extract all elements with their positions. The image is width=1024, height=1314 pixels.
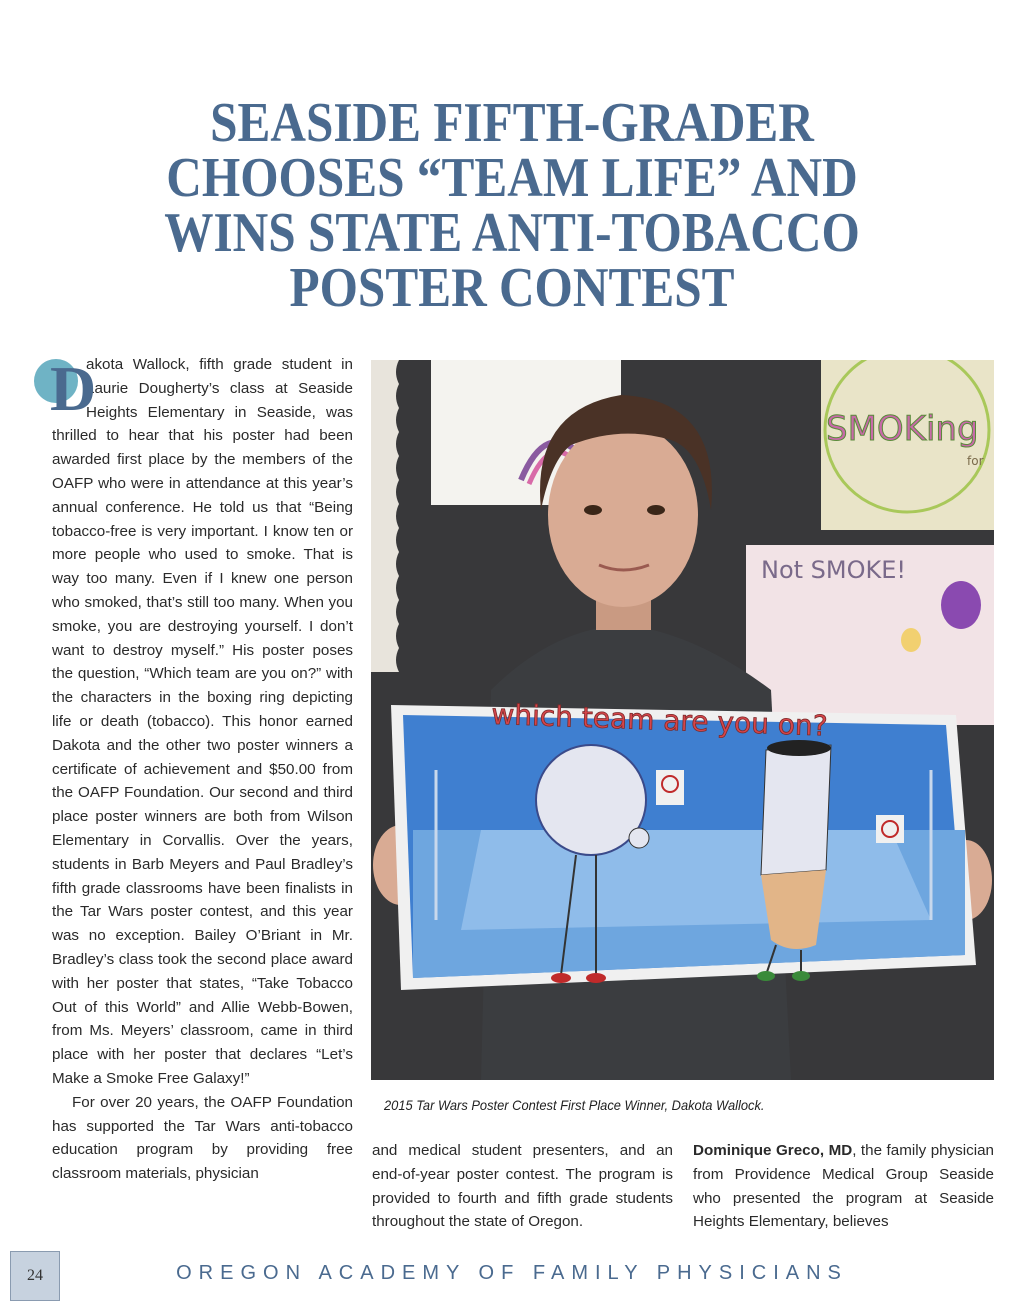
photo-caption: 2015 Tar Wars Poster Contest First Place Winner, Dakota Wallock. [384,1097,765,1113]
column-right [693,1139,994,1234]
title-line: CHOOSES “TEAM LIFE” AND [166,147,858,209]
paragraph-1: akota Wallock, fifth grade student in Laurie Dougherty’s class at Seaside Heights Elementary in Seaside, was thrilled to hear that his poster had been awarded first place by the members of the OAFP who were in attendance at this year’s annual conference. He told us that “Being tobacco-free is very important. I know ten or more people who used to smoke. That is way too many. Even if I knew one person who smoked, that’s still too many. When you smoke, you are destroying yourself. I don’t want to destroy myself.” His poster poses the question, “Which team are you on?” with the characters in the boxing ring depicting life or death (tobacco). This honor earned Dakota and the other two poster winners a certificate of achievement and $50.00 from the OAFP Foundation. Our second and third place poster winners are both from Wilson Elementary in Corvallis. Over the years, students in Barb Meyers and Paul Bradley’s fifth grade classrooms have been finalists in the Tar Wars poster contest, and this year was no exception. Bailey O’Briant in Mr. Bradley’s class took the second place award with her poster that states, “Take Tobacco Out of this World” and Allie Webb-Bowen, from Ms. Meyers’ classroom, came in third place with her poster that declares “Let’s Make a Smoke Free Galaxy!” [52,356,353,1087]
paragraph-4-text: , the family physician from Providence Medical Group Seaside who presented the program at Seaside Heights Elementary, believes [693,1142,995,1231]
bg-sign-1b: for [967,454,984,468]
drop-cap [44,353,97,424]
paragraph-2: For over 20 years, the OAFP Foundation has supported the Tar Wars anti-tobacco education program by providing free classroom materials, physician [52,1093,353,1183]
page-number: 24 [10,1251,60,1301]
title-line: WINS STATE ANTI-TOBACCO [164,202,860,264]
bg-sign-2: Not SMOKE! [761,556,907,584]
photo-illustration [371,360,994,1080]
paragraph-4 [693,1139,994,1234]
presenter-name: Dominique Greco, MD [693,1142,853,1159]
poster-headline: which team are you on? [490,697,829,743]
title-line: SEASIDE FIFTH-GRADER [210,92,814,154]
title-line: POSTER CONTEST [289,257,735,319]
paragraph-3: and medical student presenters, and an end-of-year poster contest. The program is provided to fourth and fifth grade students throughout the state of Oregon. [372,1142,673,1231]
column-left [52,353,353,1186]
column-middle [372,1139,673,1234]
drop-cap-letter: D [50,353,97,424]
footer-organization: OREGON ACADEMY OF FAMILY PHYSICIANS [176,1262,848,1284]
article-title [149,92,874,319]
bg-sign-1: SMOKing [826,409,979,449]
article-photo [371,360,994,1080]
